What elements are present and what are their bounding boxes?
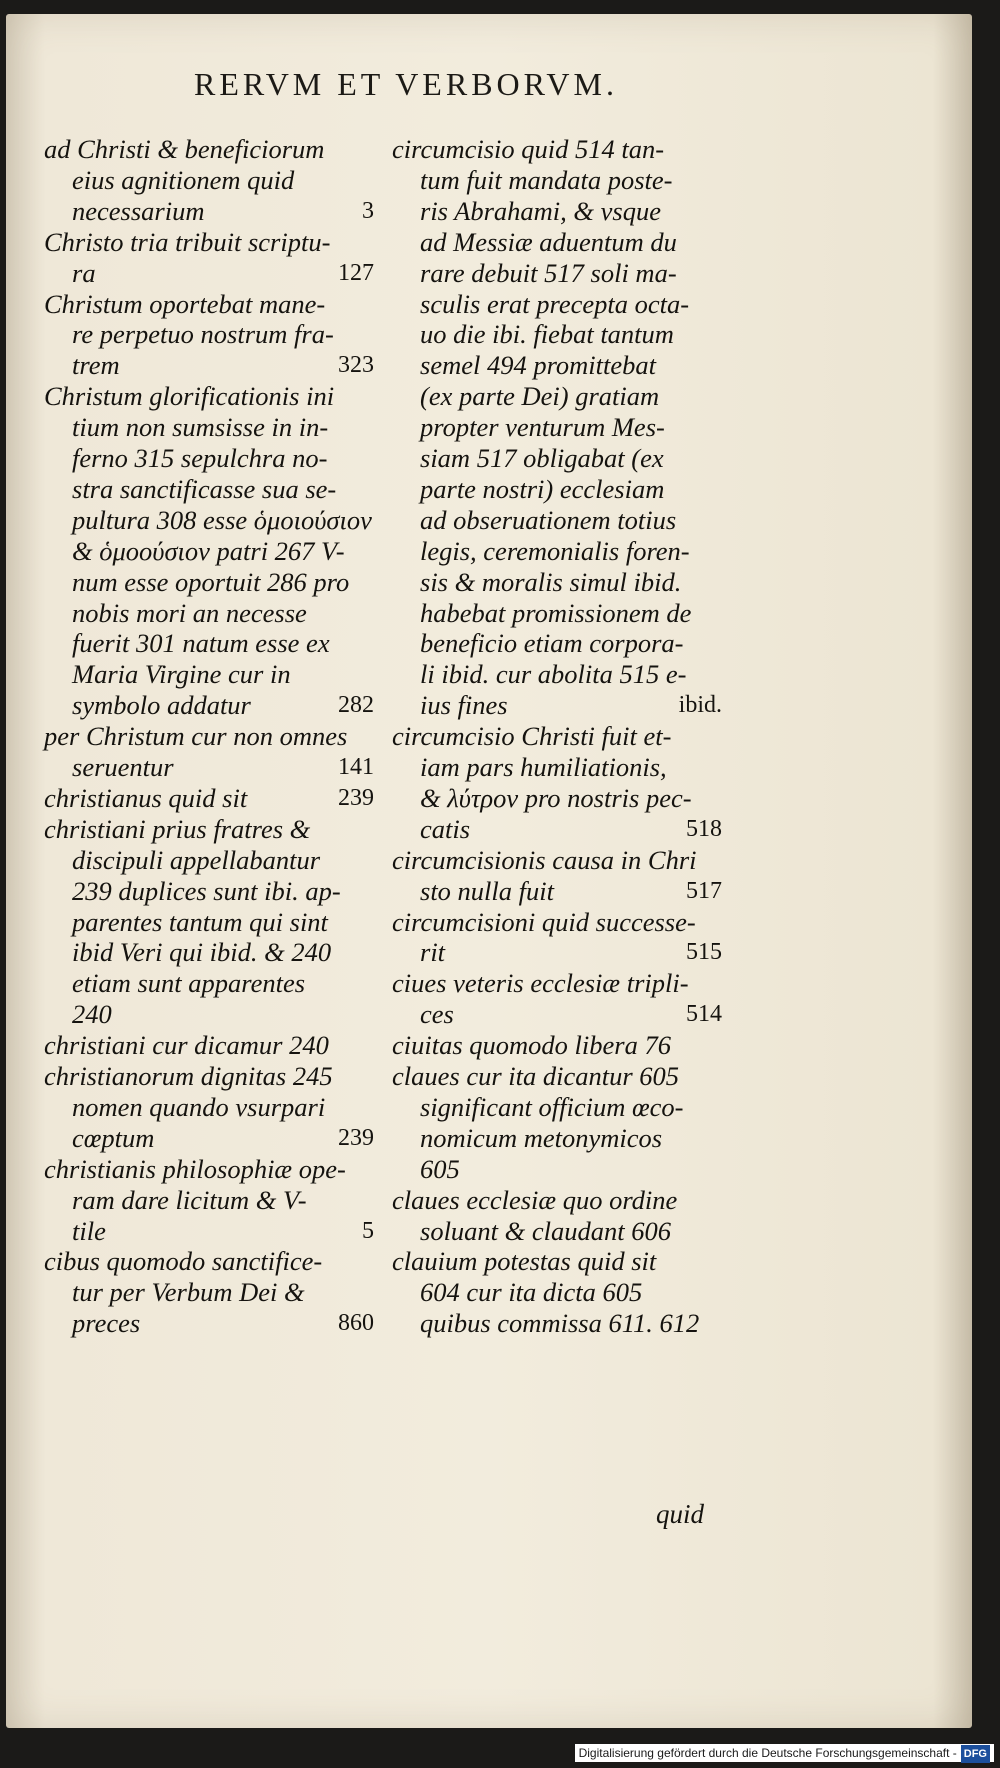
index-entry-text: Christum glorificationis ini — [44, 381, 335, 412]
index-entry-text: sis & moralis simul ibid. — [420, 566, 682, 597]
index-line — [392, 1306, 722, 1340]
index-entry-text: christianus quid sit — [44, 782, 248, 813]
page-reference: 518 — [686, 815, 722, 842]
index-entry-text: ius fines — [420, 690, 508, 721]
index-line — [44, 1090, 374, 1124]
index-line — [392, 534, 722, 568]
index-entry-text: parentes tantum qui sint — [72, 906, 328, 937]
page-reference: 5 — [362, 1217, 374, 1244]
index-entry-text: claues cur ita dicantur 605 — [392, 1061, 680, 1091]
index-entry-text: (ex parte Dei) gratiam — [420, 381, 660, 412]
index-entry-text: stra sanctificasse sua se- — [72, 473, 337, 504]
index-entry-text: Christo tria tribuit scriptu- — [44, 226, 331, 257]
index-entry-text: ces — [420, 999, 454, 1030]
index-entry-text: christianorum dignitas 245 — [44, 1061, 333, 1091]
index-line — [392, 565, 722, 599]
index-line — [392, 256, 722, 290]
index-line — [44, 348, 374, 382]
index-line — [44, 874, 374, 908]
index-line — [44, 1121, 374, 1155]
index-line — [44, 997, 374, 1031]
page-reference: 3 — [362, 197, 374, 224]
index-line — [44, 657, 374, 691]
credit-text: Digitalisierung gefördert durch die Deutsche Forschungsgemeinschaft - — [578, 1746, 957, 1760]
index-line — [44, 843, 374, 877]
index-line — [392, 626, 722, 660]
index-entry-text: ad Messiæ aduentum du — [420, 226, 677, 257]
index-line — [392, 163, 722, 197]
index-line — [44, 688, 374, 722]
index-line — [44, 379, 374, 413]
digitization-credit — [575, 1744, 994, 1762]
index-entry-text: habebat promissionem de — [420, 597, 692, 628]
index-entry-text: clauium potestas quid sit — [392, 1246, 657, 1277]
page-reference: 127 — [338, 259, 374, 286]
index-line — [44, 287, 374, 321]
index-entry-text: tur per Verbum Dei & — [72, 1277, 305, 1308]
index-entry-text: quibus commissa 611. 612 — [420, 1308, 700, 1339]
index-line — [44, 935, 374, 969]
index-line — [44, 1183, 374, 1217]
index-line — [44, 194, 374, 228]
index-line — [44, 317, 374, 351]
index-line — [392, 317, 722, 351]
index-entry-text: & ὁμοούσιον patri 267 V- — [72, 535, 345, 566]
index-line — [44, 626, 374, 660]
page-reference: 515 — [686, 939, 722, 966]
index-line — [392, 843, 722, 877]
index-entry-text: nomicum metonymicos — [420, 1122, 663, 1153]
index-entry-text: soluant & claudant 606 — [420, 1215, 672, 1246]
index-entry-text: discipuli appellabantur — [72, 844, 321, 875]
index-line — [392, 1183, 722, 1217]
index-line — [392, 441, 722, 475]
index-entry-text: tile — [72, 1215, 106, 1246]
index-line — [44, 1275, 374, 1309]
index-entry-text: tium non sumsisse in in- — [72, 412, 329, 443]
index-line — [44, 565, 374, 599]
index-entry-text: ra — [72, 257, 96, 288]
index-line — [44, 163, 374, 197]
dfg-logo: DFG — [961, 1745, 990, 1763]
index-line — [392, 997, 722, 1031]
index-line — [392, 1090, 722, 1124]
index-entry-text: trem — [72, 350, 120, 381]
index-entry-text: beneficio etiam corpora- — [420, 628, 684, 659]
page-reference: 239 — [338, 784, 374, 811]
index-line — [392, 1152, 722, 1186]
index-entry-text: ram dare licitum & V- — [72, 1184, 307, 1215]
index-line — [392, 812, 722, 846]
index-entry-text: preces — [72, 1308, 141, 1339]
index-line — [392, 410, 722, 444]
index-entry-text: symbolo addatur — [72, 690, 251, 721]
index-line — [392, 379, 722, 413]
index-entry-text: legis, ceremonialis foren- — [420, 535, 690, 566]
index-entry-text: ad obseruationem totius — [420, 504, 677, 535]
index-entry-text: circumcisionis causa in Chri — [392, 844, 697, 875]
index-entry-text: eius agnitionem quid — [72, 164, 295, 195]
index-entry-text: semel 494 promittebat — [420, 350, 657, 381]
index-entry-text: nomen quando vsurpari — [72, 1091, 326, 1122]
index-entry-text: siam 517 obligabat (ex — [420, 443, 664, 473]
index-entry-text: 604 cur ita dicta 605 — [420, 1277, 643, 1308]
index-entry-text: iam pars humiliationis, — [420, 752, 667, 782]
index-line — [44, 1152, 374, 1186]
index-entry-text: 605 — [420, 1153, 460, 1184]
index-line — [392, 1244, 722, 1278]
index-line — [44, 441, 374, 475]
index-entry-text: parte nostri) ecclesiam — [420, 473, 665, 504]
index-line — [44, 596, 374, 630]
index-line — [44, 1214, 374, 1248]
index-line — [392, 472, 722, 506]
index-entry-text: li ibid. cur abolita 515 e- — [420, 659, 687, 690]
index-line — [44, 812, 374, 846]
index-line — [392, 688, 722, 722]
index-entry-text: ciuitas quomodo libera 76 — [392, 1030, 671, 1061]
book-page — [6, 14, 972, 1728]
index-entry-text: per Christum cur non omnes — [44, 721, 348, 752]
index-line — [44, 750, 374, 784]
index-line — [44, 503, 374, 537]
index-line — [392, 905, 722, 939]
index-entry-text: nobis mori an necesse — [72, 597, 307, 628]
index-line — [44, 905, 374, 939]
index-entry-text: claues ecclesiæ quo ordine — [392, 1184, 678, 1215]
index-line — [44, 256, 374, 290]
page-reference: 239 — [338, 1124, 374, 1151]
index-line — [392, 750, 722, 784]
index-line — [44, 966, 374, 1000]
index-entry-text: cibus quomodo sanctifice- — [44, 1246, 323, 1277]
index-entry-text: christiani cur dicamur 240 — [44, 1030, 329, 1061]
index-entry-text: fuerit 301 natum esse ex — [72, 628, 330, 659]
index-line — [392, 966, 722, 1000]
index-line — [44, 719, 374, 753]
index-line — [44, 472, 374, 506]
index-line — [392, 657, 722, 691]
index-line — [392, 1121, 722, 1155]
index-entry-text: sculis erat precepta octa- — [420, 288, 690, 319]
index-line — [392, 1214, 722, 1248]
index-line — [392, 596, 722, 630]
index-entry-text: num esse oportuit 286 pro — [72, 566, 350, 597]
index-line — [392, 194, 722, 228]
index-entry-text: circumcisio quid 514 tan- — [392, 134, 665, 164]
index-line — [392, 287, 722, 321]
page-reference: 282 — [338, 692, 374, 719]
index-entry-text: ibid Veri qui ibid. & 240 — [72, 937, 332, 968]
index-entry-text: circumcisioni quid successe- — [392, 906, 696, 937]
index-entry-text: christianis philosophiæ ope- — [44, 1153, 346, 1184]
index-line — [392, 719, 722, 753]
index-entry-text: seruentur — [72, 752, 174, 782]
running-head: RERVM ET VERBORVM. — [194, 66, 618, 102]
index-entry-text: rit — [420, 937, 446, 968]
index-entry-text: catis — [420, 813, 471, 844]
index-line — [44, 781, 374, 815]
index-line — [44, 534, 374, 568]
index-entry-text: christiani prius fratres & — [44, 813, 311, 844]
index-entry-text: significant officium œco- — [420, 1091, 684, 1122]
index-entry-text: ciues veteris ecclesiæ tripli- — [392, 968, 689, 999]
index-line — [44, 1028, 374, 1062]
index-entry-text: ris Abrahami, & vsque — [420, 195, 661, 226]
index-line — [44, 225, 374, 259]
index-line — [392, 1059, 722, 1093]
page-reference: 517 — [686, 877, 722, 904]
index-line — [392, 874, 722, 908]
index-entry-text: sto nulla fuit — [420, 875, 554, 906]
index-entry-text: propter venturum Mes- — [420, 412, 665, 443]
index-entry-text: necessarium — [72, 195, 205, 226]
index-entry-text: pultura 308 esse ὁμοιούσιον — [72, 504, 372, 535]
index-line — [44, 132, 374, 166]
index-entry-text: cœptum — [72, 1122, 155, 1153]
page-reference: 141 — [338, 754, 374, 780]
index-line — [392, 503, 722, 537]
index-line — [392, 1275, 722, 1309]
page-reference: 323 — [338, 352, 374, 379]
index-line — [392, 348, 722, 382]
catchword: quid — [656, 1499, 705, 1529]
index-entry-text: Christum oportebat mane- — [44, 288, 326, 319]
index-line — [44, 410, 374, 444]
index-entry-text: Maria Virgine cur in — [72, 659, 291, 690]
index-entry-text: tum fuit mandata poste- — [420, 164, 673, 195]
index-line — [392, 225, 722, 259]
index-entry-text: 239 duplices sunt ibi. ap- — [72, 875, 341, 906]
index-entry-text: ferno 315 sepulchra no- — [72, 443, 328, 473]
index-entry-text: ad Christi & beneficiorum — [44, 134, 325, 164]
index-entry-text: uo die ibi. fiebat tantum — [420, 319, 674, 350]
index-line — [392, 1028, 722, 1062]
index-entry-text: 240 — [72, 999, 112, 1030]
index-entry-text: etiam sunt apparentes — [72, 968, 306, 999]
page-reference: 860 — [338, 1310, 374, 1337]
index-line — [44, 1059, 374, 1093]
index-entry-text: circumcisio Christi fuit et- — [392, 721, 672, 752]
index-line — [44, 1306, 374, 1340]
index-line — [44, 1244, 374, 1278]
index-entry-text: re perpetuo nostrum fra- — [72, 319, 334, 350]
page-reference: 514 — [686, 1001, 722, 1028]
index-entry-text: & λύτρον pro nostris pec- — [420, 782, 692, 813]
index-line — [392, 781, 722, 815]
index-line — [392, 132, 722, 166]
page-reference: ibid. — [678, 692, 722, 719]
index-entry-text: rare debuit 517 soli ma- — [420, 257, 677, 288]
index-line — [392, 935, 722, 969]
